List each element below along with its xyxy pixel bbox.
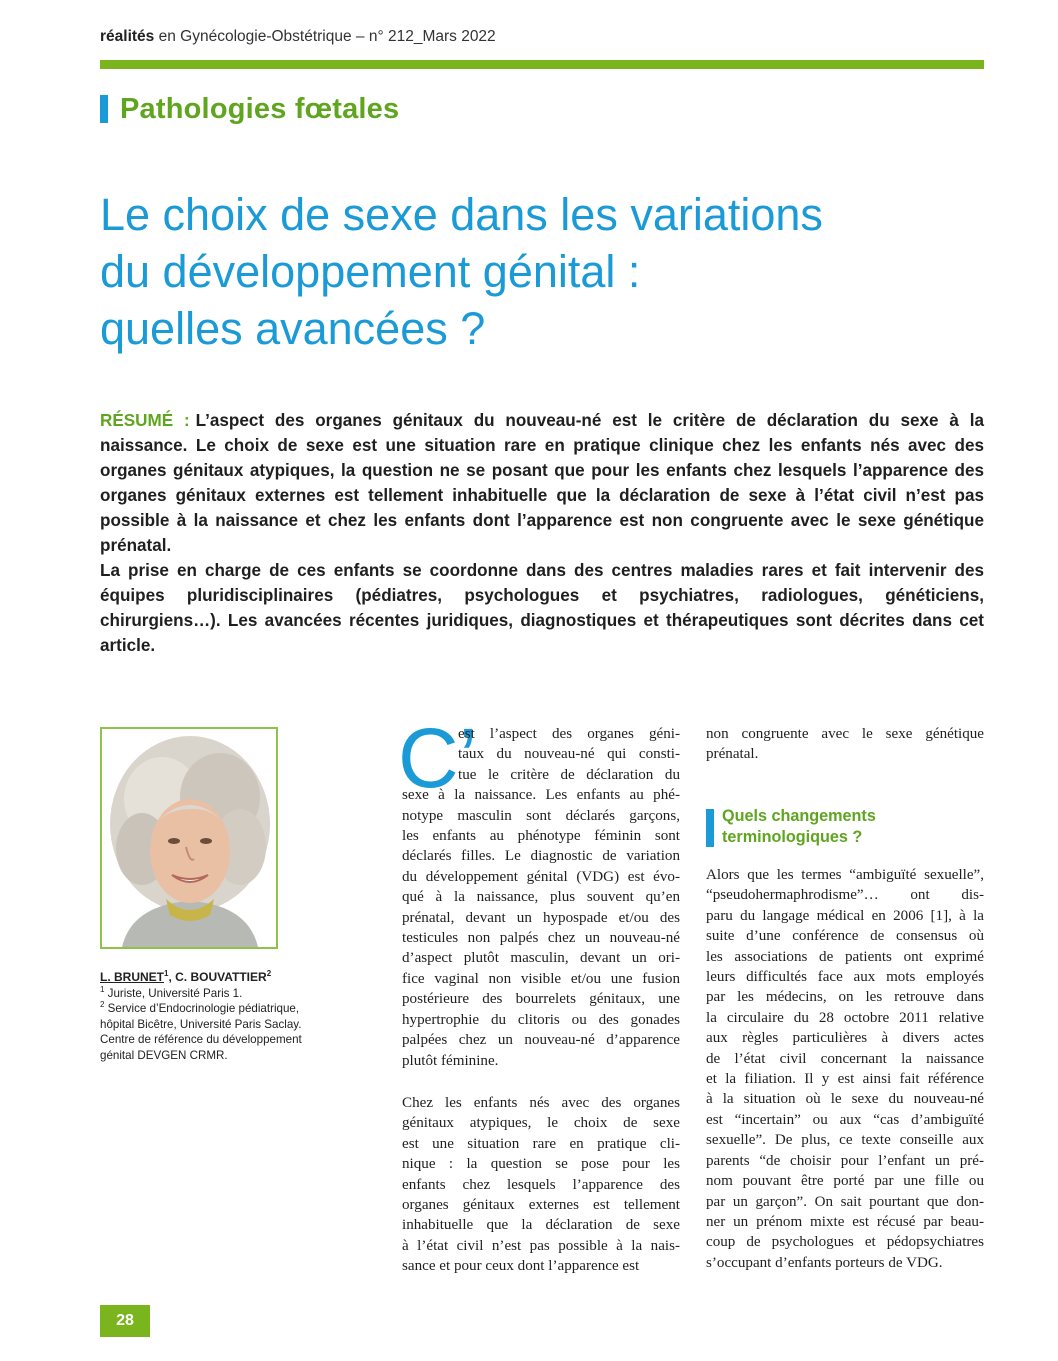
page-number: 28 xyxy=(100,1305,150,1337)
section-marker xyxy=(100,95,108,123)
author-photo xyxy=(100,727,278,949)
text-line: est “incertain” ou aux “cas d’ambiguïté xyxy=(706,1111,984,1128)
title-line: du développement génital : xyxy=(100,246,641,297)
drop-cap: C’ xyxy=(398,711,478,805)
abstract-paragraph-2: La prise en charge de ces enfants se coordonne dans des centres maladies rares et fait intervenir des équipes pluridisciplinaires (pédiatres, psychologues et psychiatres, radiologues, généticiens, chirurgiens…). Les avancées récentes juridiques, diagnostiques et thérapeutiques sont décrites dans cet article. xyxy=(100,561,984,655)
text-line: taux du nouveau-né qui consti- xyxy=(458,746,680,763)
text-line: prénatal. xyxy=(706,746,759,763)
text-line: nom pouvant être porté par une fille ou xyxy=(706,1173,984,1190)
issue-info: en Gynécologie-Obstétrique – n° 212_Mars 2022 xyxy=(154,28,496,45)
text-line: nique : la question se pose pour les xyxy=(402,1156,680,1173)
text-line: hypertrophie du clitoris ou des gonades xyxy=(402,1011,680,1028)
text-line: tue le critère de déclaration du xyxy=(458,766,680,783)
author-names xyxy=(100,970,315,986)
text-line: Alors que les termes “ambiguïté sexuelle”, xyxy=(706,867,984,883)
subheading-line: terminologiques ? xyxy=(722,828,863,846)
text-line: coup de psychologues et pédopsychiatres xyxy=(706,1234,984,1251)
text-line: d’aspect plutôt masculin, devant un ori- xyxy=(402,950,680,967)
text-line: qué à la naissance, plus souvent qu’en xyxy=(402,889,680,906)
text-line: sexuelle”. De plus, ce texte conseille aux xyxy=(706,1132,984,1149)
text-line: génitaux atypiques, le choix de sexe xyxy=(402,1115,680,1132)
text-line: inhabituelle que la déclaration de sexe xyxy=(402,1217,680,1234)
author-2: , C. BOUVATTIER xyxy=(168,970,267,984)
text-line: s’occupant d’enfants porteurs de VDG. xyxy=(706,1254,943,1271)
header-rule xyxy=(100,60,984,69)
text-line: enfants chez lesquels l’apparence des xyxy=(402,1176,680,1193)
affiliation-2-text: Service d’Endocrinologie pédiatrique, hôpital Bicêtre, Université Paris Saclay. Centre de référence du développement génital DEVGEN CRMR. xyxy=(100,1002,302,1062)
affiliation-2-num: 2 xyxy=(100,1000,105,1010)
subheading-marker xyxy=(706,809,714,847)
text-line: notype masculin sont déclarés garçons, xyxy=(402,807,680,824)
text-line: les associations de patients ont exprimé xyxy=(706,948,984,965)
affiliation-1-num: 1 xyxy=(100,984,105,994)
text-line: à l’état civil n’est pas possible à la nais- xyxy=(402,1237,680,1254)
text-line: non congruente avec le sexe génétique xyxy=(706,726,984,742)
text-line: leurs difficultés face aux mots employés xyxy=(706,969,984,986)
title-line: quelles avancées ? xyxy=(100,303,486,354)
text-line: suite d’une conférence de consensus où xyxy=(706,928,984,945)
text-line: testicules non palpés chez un nouveau-né xyxy=(402,930,680,947)
portrait-image xyxy=(102,729,276,947)
article-title xyxy=(100,186,980,357)
section-label: Pathologies fœtales xyxy=(120,92,400,125)
text-line: par un garçon”. On sait pourtant que don- xyxy=(706,1193,984,1210)
body-column-3-paragraph-2 xyxy=(706,865,984,1273)
text-line: organes génitaux externes est tellement xyxy=(402,1197,680,1214)
text-line: fice vaginal non visible et/ou une fusion xyxy=(402,970,680,987)
body-column-3 xyxy=(706,724,984,765)
abstract-text-1: L’aspect des organes génitaux du nouveau-né est le critère de déclaration du sexe à la naissance. Le choix de sexe est une situation rare en pratique clinique chez les enfants nés avec des organes génitaux atypiques, la question ne se posant que pour les enfants chez lesquels l’apparence des organes génitaux externes est tellement inhabituelle que la déclaration de sexe à l’état civil n’est pas possible à la naissance et chez les enfants dont l’apparence est non congruente avec le sexe génétique prénatal. xyxy=(100,411,984,555)
text-line: les enfants au phénotype féminin sont xyxy=(402,828,680,845)
text-line: sexe à la naissance. Les enfants au phé- xyxy=(402,787,680,804)
text-line: par les médecins, on les retrouve dans xyxy=(706,989,984,1006)
text-line: est une situation rare en pratique cli- xyxy=(402,1135,680,1152)
text-line: prénatal, devant un hypospade et/ou des xyxy=(402,909,680,926)
text-line: ner un prénom mixte est récusé par beau- xyxy=(706,1213,984,1230)
text-line: à la situation où le sexe du nouveau-né xyxy=(706,1091,984,1108)
text-line: est l’aspect des organes géni- xyxy=(458,726,680,742)
affiliation-2 xyxy=(100,1001,315,1063)
running-header xyxy=(100,28,496,46)
body-column-2-paragraph-2 xyxy=(402,1093,680,1277)
text-line: Chez les enfants nés avec des organes xyxy=(402,1095,680,1111)
text-line: sance et pour ceux dont l’apparence est xyxy=(402,1258,640,1275)
affiliation-1-text: Juriste, Université Paris 1. xyxy=(104,986,243,1000)
text-line: palpées chez un nouveau-né d’apparence xyxy=(402,1032,680,1049)
subheading-line: Quels changements xyxy=(722,807,876,825)
abstract-paragraph-1 xyxy=(100,408,984,558)
text-line: paru du langage médical en 2006 [1], à la xyxy=(706,907,984,924)
text-line: plutôt féminine. xyxy=(402,1052,499,1069)
subheading-text xyxy=(722,806,876,848)
text-line: postérieure des bourrelets génitaux, une xyxy=(402,991,680,1008)
subheading xyxy=(706,806,876,848)
text-line: et la filiation. Il y est ainsi fait référence xyxy=(706,1071,984,1088)
author-2-sup: 2 xyxy=(266,969,272,978)
affiliation-1 xyxy=(100,986,315,1002)
text-line: de l’état civil concernant la naissance xyxy=(706,1050,984,1067)
title-line: Le choix de sexe dans les variations xyxy=(100,189,823,240)
section-heading xyxy=(100,92,399,126)
author-1-sup: 1 xyxy=(164,969,169,978)
text-line: la circulaire du 28 octobre 2011 relative xyxy=(706,1009,984,1026)
text-line: aux règles particulières à divers actes xyxy=(706,1030,984,1047)
text-line: du développement génital (VDG) est évo- xyxy=(402,868,680,885)
author-info xyxy=(100,970,315,1063)
journal-name: réalités xyxy=(100,28,155,45)
abstract xyxy=(100,408,984,658)
abstract-label: RÉSUMÉ : xyxy=(100,411,190,430)
body-column-2 xyxy=(402,724,680,1071)
text-line: parents “de choisir pour l’enfant un pré- xyxy=(706,1152,984,1169)
text-line: déclarés filles. Le diagnostic de variation xyxy=(402,848,680,865)
text-line: “pseudohermaphrodisme”… ont dis- xyxy=(706,887,984,904)
author-1: L. BRUNET xyxy=(100,970,164,984)
